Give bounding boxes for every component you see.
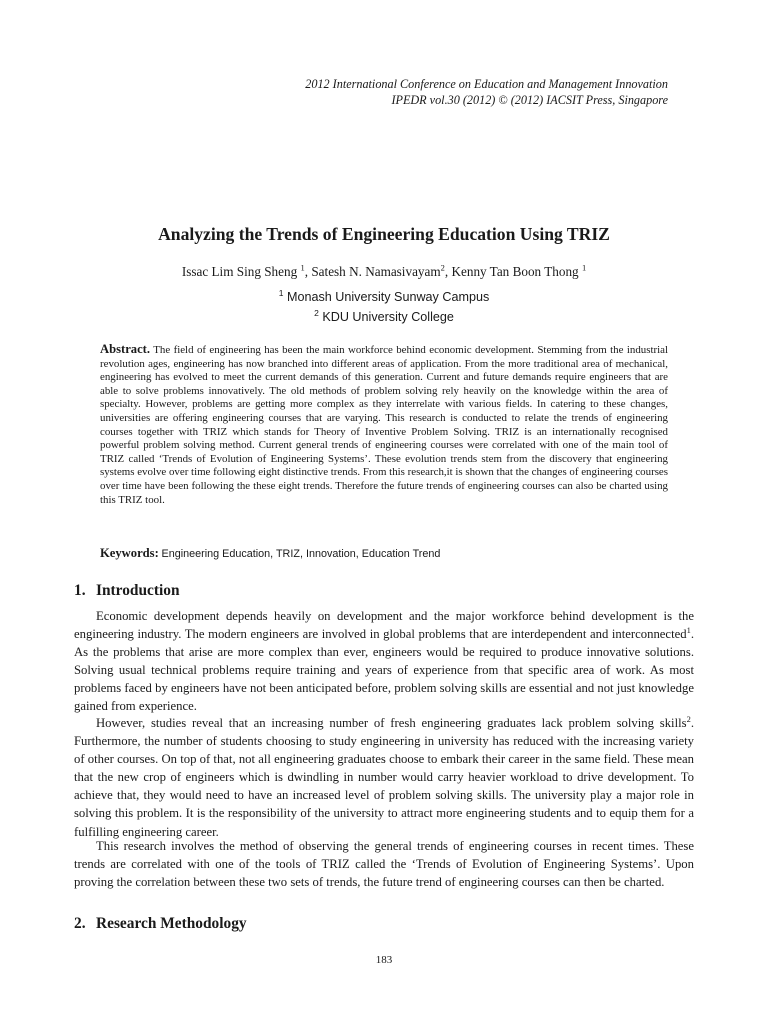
author-name: Satesh N. Namasivayam — [311, 264, 441, 279]
paragraph-text: However, studies reveal that an increasing number of fresh engineering graduates lack problem solving skills — [96, 716, 687, 730]
affiliation-name: Monash University Sunway Campus — [286, 290, 490, 304]
body-paragraph — [74, 837, 694, 891]
page-number: 183 — [375, 954, 393, 966]
author-affiliation-mark: 1 — [300, 262, 305, 273]
affiliation — [0, 287, 768, 304]
paragraph-text: . Furthermore, the number of students choosing to study engineering in university has reduced with the increasing variety of other courses. On top of that, not all engineering graduates choose to embark their career in the same field. These mean that the new crop of engineers which is dwindling in number would carry heavier workload to drive development. To achieve that, they would need to have an increased level of problem solving skills. The university play a major role in solving this problem. It is the responsibility of the university to attract more engineering students and to equip them for a fulfilling engineering career. — [74, 716, 694, 839]
paragraph-text: Economic development depends heavily on development and the major workforce behind development is the engineering industry. The modern engineers are involved in global problems that are interdependent and interconnected — [74, 609, 694, 642]
citation-mark: 1 — [686, 624, 691, 635]
section-title: Research Methodology — [96, 915, 247, 932]
section-heading-introduction — [74, 582, 180, 600]
body-paragraph — [74, 714, 694, 841]
abstract — [100, 343, 668, 507]
affiliation-mark: 2 — [314, 307, 319, 318]
paragraph-text: . As the problems that arise are more complex than ever, engineers would be required to produce innovative solutions. Solving usual technical problems require training and years of experience from that specific area of work. As most problems faced by engineers have not been anticipated before, problem solving skills are essential and not just knowledge gained from experience. — [74, 627, 694, 714]
keywords — [100, 546, 668, 561]
author-list: Issac Lim Sing Sheng $^1$, Satesh N. Namasivayam$^2$, Kenny Tan Boon Thong $^1$ — [181, 262, 587, 279]
affiliation — [0, 307, 768, 324]
citation-mark: 2 — [686, 713, 691, 724]
section-title: Introduction — [96, 582, 180, 599]
author-affiliation-mark: 2 — [440, 262, 445, 273]
keywords-text: Engineering Education, TRIZ, Innovation, Education Trend — [161, 548, 441, 560]
paper-title: Analyzing the Trends of Engineering Education Using TRIZ — [158, 224, 610, 244]
section-number: 2. — [74, 915, 86, 932]
paragraph-text: This research involves the method of observing the general trends of engineering courses in recent times. These trends are correlated with one of the tools of TRIZ called the ‘Trends of Evolution of Engineering Systems’. Upon proving the correlation between these two sets of trends, the future trend of engineering courses can then be charted. — [74, 839, 694, 890]
conference-header — [305, 76, 668, 108]
abstract-label: Abstract. — [100, 342, 151, 356]
section-heading-research-methodology — [74, 915, 247, 933]
affiliation-name: KDU University College — [322, 310, 454, 324]
affiliation-mark: 1 — [278, 287, 284, 298]
author-name: Kenny Tan Boon Thong — [451, 264, 579, 279]
abstract-text: The field of engineering has been the main workforce behind economic development. Stemming from the industrial revolution ages, engineering has now branched into different areas of application. From the more traditional area of mechanical, engineering has evolved to meet the current demands of this generation. Current and future demands require engineers that are able to solve problems innovatively. The old methods of problem solving rely heavily on the knowledge within the area of specialty. However, problems are getting more complex as they interrelate with various fields. In catering to these changes, universities are offering engineering courses that are varying. This research is conducted to relate the trends of engineering courses together with TRIZ which stands for Theory of Inventive Problem Solving. TRIZ is an internationally recognised powerful problem solving method. Current general trends of engineering courses were correlated with one of the main tool of TRIZ called ‘Trends of Evolution of Engineering Systems’. These evolution trends stem from the discovery that engineering systems evolve over time following eight distinctive trends. From this research,it is shown that the changes of engineering courses over time have been following the these eight trends. Therefore the future trends of engineering courses can also be charted using this TRIZ tool. — [100, 344, 669, 506]
section-number: 1. — [74, 582, 86, 599]
conference-line: 2012 International Conference on Education and Management Innovation — [305, 77, 668, 91]
author-affiliation-mark: 1 — [581, 262, 587, 273]
keywords-label: Keywords: — [100, 546, 159, 560]
author-name: Issac Lim Sing Sheng — [181, 264, 298, 279]
publication-line: IPEDR vol.30 (2012) © (2012) IACSIT Press, Singapore — [391, 93, 668, 107]
body-paragraph — [74, 607, 694, 716]
